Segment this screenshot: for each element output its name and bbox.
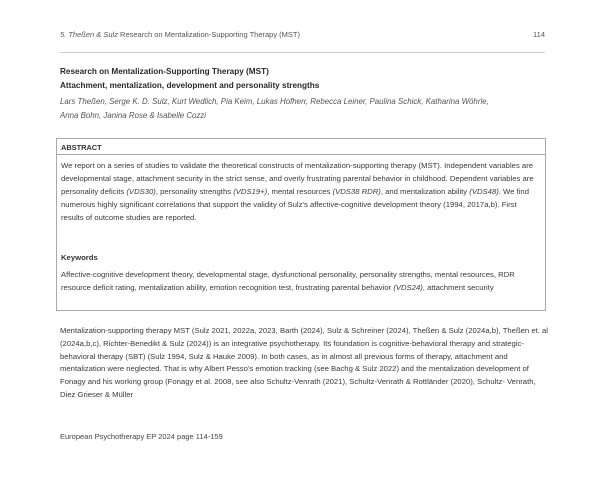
keywords-heading: Keywords [61,253,98,262]
keywords-text [61,269,541,295]
author-list [60,95,550,122]
running-header [60,30,545,44]
abstract-ref-vds38: (VDS38 RDR) [332,186,381,196]
paper-subtitle: Attachment, mentalization, development and personality strengths [60,81,320,90]
abstract-heading: ABSTRACT [57,139,545,155]
header-divider [60,52,545,53]
abstract-segment: , and mentalization ability [380,186,470,196]
running-header-authors: 5. Theßen & Sulz [60,30,118,39]
abstract-ref-vds19: (VDS19+) [233,186,268,196]
abstract-segment: We report on a series of studies to validate the theoretical constructs of mentalization-supporting therapy (MST). Independent variables are developmental stage, attachment security in the strict sense, and overly frustrating parental behavior in childhood. Dependent variables are personality deficits [61,161,534,196]
running-header-title: Research on Mentalization-Supporting Therapy (MST) [120,30,300,39]
keywords-segment: , attachment security [422,282,494,292]
author-list-line: Lars Theßen, Serge K. D. Sulz, Kurt Wedlich, Pia Keim, Lukas Hofherr, Rebecca Leiner, Paulina Schick, Katharina Wöhrle, [60,97,489,106]
paper-title: Research on Mentalization-Supporting Therapy (MST) [60,67,269,76]
abstract-segment: , mental resources [267,186,333,196]
abstract-box [56,138,546,311]
abstract-ref-vds48: (VDS48) [469,186,499,196]
abstract-text [61,160,541,225]
keywords-segment: Affective-cognitive development theory, developmental stage, dysfunctional personality, personality strengths, mental resources, RDR resource deficit rating, mentalization ability, emotion recognition test, frustrating parental behavior [61,270,515,292]
author-list-line: Anna Bohn, Janina Rose & Isabelle Cozzi [60,110,207,120]
abstract-segment: , personality strengths [155,186,234,196]
abstract-ref-vds30: (VDS30) [126,186,156,196]
body-paragraph: Mentalization-supporting therapy MST (Sulz 2021, 2022a, 2023, Barth (2024), Sulz & Schreiner (2024), Theßen & Sulz (2024a,b), Theßen et. al (2024a,b,c), Richter-Benedikt & Sulz (2024)) is an integrative psychotherapy. Its foundation is cognitive-behavioral therapy and strategic-behavioral therapy (SBT) (Sulz 1994, Sulz & Hauke 2009). In both cases, as in almost all previous forms of therapy, attachment and mentalization were neglected. That is why Albert Pesso’s emotion tracking (see Bachg & Sulz 2022) and the mentalization development of Fonagy and his working group (Fonagy et al. 2008, see also Schultz-Venrath (2021), Schultz-Venrath & Rottländer (2020), Schultz- Venrath, Diez Grieser & Müller [60,326,549,399]
page-footer: European Psychotherapy EP 2024 page 114-159 [60,432,223,441]
keywords-ref-vds24: (VDS24) [393,282,423,292]
page-number: 114 [533,30,545,39]
abstract-segment: . We find numerous highly significant correlations that support the validity of Sulz’s affective-cognitive development theory (1994, 2017a,b). First results of outcome studies are reported. [61,186,529,222]
